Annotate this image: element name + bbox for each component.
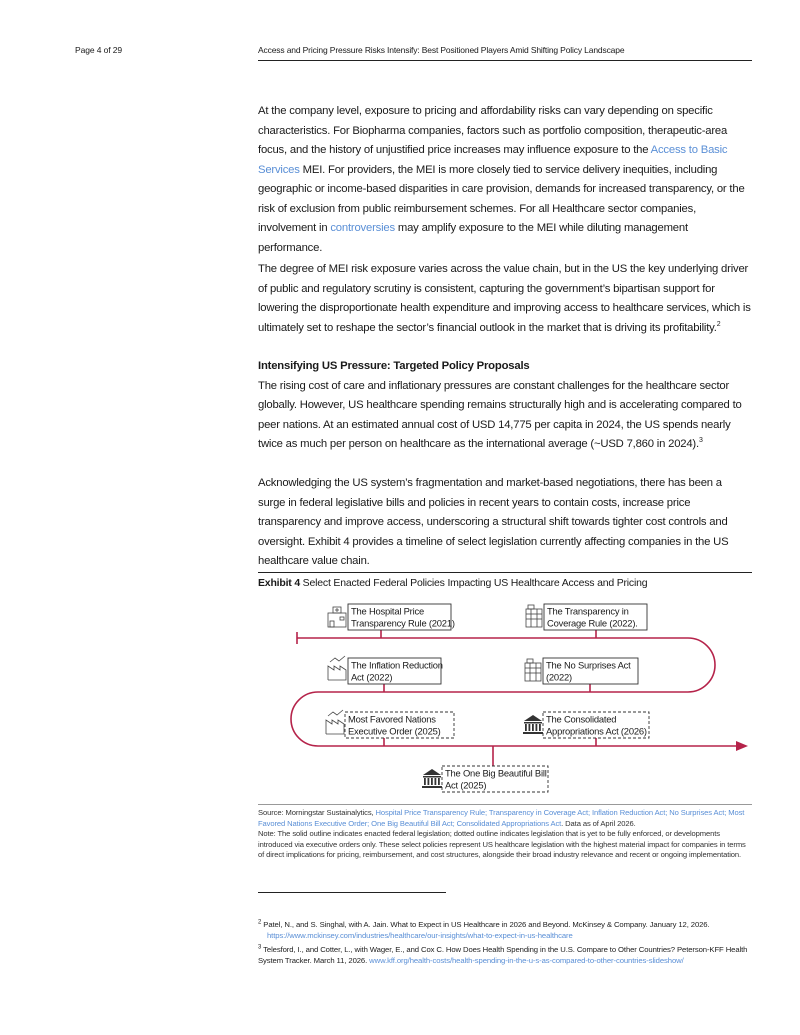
running-title: Access and Pricing Pressure Risks Intensify: Best Positioned Players Amid Shifting Policy Landscape — [258, 45, 625, 55]
para3-text: Acknowledging the US system’s fragmentation and market-based negotiations, there has been a surge in federal legislative bills and policies in recent years to contain costs, increase price transparency and improve access, underscoring a structural shift towards tighter cost controls and oversight. Exhibit 4 provides a timeline of select legislation currently affecting companies in the US healthcare value chain. — [258, 477, 729, 567]
footnote-text: Patel, N., and S. Singhal, with A. Jain. What to Expect in US Healthcare in 2026 and Beyond. McKinsey & Company. January 12, 2026. — [263, 920, 710, 929]
controversies-link[interactable]: controversies — [330, 222, 395, 234]
policy-label: (2022) — [546, 671, 572, 683]
capitol-building-icon — [422, 769, 442, 788]
factory-chart-icon — [328, 656, 346, 680]
para1-text-2: MEI. For providers, the MEI is more closely tied to service delivery inequities, including geographic or income-based disparities in care provision, demands for increased transparency, or the risk of exclusion from public reimbursement schemes. For all Healthcare sector companies, involvement in — [258, 163, 745, 234]
paragraph-legislation — [258, 474, 752, 572]
source-links[interactable]: Hospital Price Transparency Rule; Transparency in Coverage Act; Inflation Reduction Act; No Surprises Act; Most Favored Nations Executive Order; One Big Beautiful Bill Act; Consolidated Appropriations Act — [258, 808, 745, 828]
policy-label: Appropriations Act (2026) — [546, 725, 647, 737]
timeline-arrow-head — [736, 741, 748, 751]
factory-chart-icon — [326, 710, 344, 734]
exhibit-source — [258, 808, 752, 861]
office-building-icon — [526, 605, 542, 627]
footnote-number: 2 — [258, 919, 262, 926]
policy-label: Act (2025) — [445, 779, 487, 791]
section-us-pressure — [258, 357, 752, 455]
policy-label: The Hospital Price — [351, 605, 424, 617]
footnote-text: Telesford, I., and Cotter, L., with Wager, E., and Cox C. How Does Health Spending in the U.S. Compare to Other Countries? Peterson-KFF Health System Tracker. March 11, 2026. — [258, 945, 748, 965]
source-prefix: Source: Morningstar Sustainalytics, — [258, 808, 376, 817]
para1-text-1: At the company level, exposure to pricing and affordability risks can vary depending on specific characteristics. For Biopharma companies, factors such as portfolio composition, therapeutic-area focus, and the history of unjustified price increases may influence exposure to the — [258, 105, 728, 156]
footnote-url[interactable]: www.kff.org/health-costs/health-spending-in-the-u-s-as-compared-to-other-countries-slideshow/ — [369, 955, 684, 965]
footnote-ref-3[interactable]: 3 — [698, 437, 703, 445]
policy-label: Act (2022) — [351, 671, 393, 683]
policy-label: Coverage Rule (2022). — [547, 617, 638, 629]
office-building-icon — [525, 659, 541, 681]
access-to-basic-services-link[interactable]: Access to Basic Services — [258, 144, 728, 176]
exhibit-caption — [258, 577, 647, 589]
policy-label: The No Surprises Act — [546, 659, 631, 671]
policy-label: Most Favored Nations — [348, 713, 436, 725]
footnote-ref-2[interactable]: 2 — [716, 320, 721, 328]
footnote-rule — [258, 892, 446, 893]
exhibit-top-rule — [258, 572, 752, 573]
policy-timeline — [258, 596, 752, 801]
footnote-2 — [258, 920, 752, 941]
section-text: The rising cost of care and inflationary pressures are constant challenges for the healthcare sector globally. However, US healthcare spending remains structurally high and is accelerating compared to peer nations. At an estimated annual cost of USD 14,775 per capita in 2024, the US spends nearly twice as much per person on healthcare as the international average (~USD 7,860 in 2024). — [258, 379, 742, 450]
policy-label: Executive Order (2025) — [348, 725, 441, 737]
footnote-number: 3 — [258, 944, 262, 951]
exhibit-note: Note: The solid outline indicates enacted federal legislation; dotted outline indicates legislation that is yet to be fully enforced, or developments introduced via executive orders only. These select policies represent US healthcare legislation with the highest material impact for companies in terms of direct implications for pricing, reimbursement, and cost structures, alongside their broad industry relevance and recent or ongoing implementation. — [258, 829, 746, 860]
timeline-curve-left — [291, 692, 318, 746]
section-heading: Intensifying US Pressure: Targeted Policy Proposals — [258, 360, 530, 372]
paragraph-company-exposure — [258, 102, 752, 258]
header-rule — [258, 60, 752, 61]
policy-label: The Consolidated — [546, 713, 617, 725]
capitol-building-icon — [523, 715, 543, 734]
page-number: Page 4 of 29 — [75, 45, 123, 55]
hospital-icon — [328, 607, 346, 627]
policy-label: Transparency Rule (2021) — [351, 617, 455, 629]
para2-text: The degree of MEI risk exposure varies across the value chain, but in the US the key underlying driver of public and regulatory scrutiny is consistent, capturing the government’s bipartisan support for lowering the disproportionate health expenditure and improving access to healthcare services, which is ultimately set to reshape the sector’s financial outlook in the market that is driving its profitability. — [258, 263, 751, 334]
source-suffix: . Data as of April 2026. — [561, 818, 636, 828]
policy-label: The One Big Beautiful Bill — [445, 767, 547, 779]
timeline-curve-right — [688, 638, 715, 692]
footnote-url[interactable]: https://www.mckinsey.com/industries/healthcare/our-insights/what-to-expect-in-us-healthcare — [267, 930, 573, 940]
paragraph-value-chain — [258, 260, 752, 338]
para1-text-3: may amplify exposure to the MEI while diluting management performance. — [258, 222, 688, 254]
policy-label: The Transparency in — [547, 605, 629, 617]
policy-label: The Inflation Reduction — [351, 659, 443, 671]
exhibit-bottom-rule — [258, 804, 752, 805]
exhibit-title: Select Enacted Federal Policies Impacting US Healthcare Access and Pricing — [299, 577, 648, 589]
footnote-3 — [258, 945, 752, 966]
exhibit-label: Exhibit 4 — [258, 577, 300, 589]
